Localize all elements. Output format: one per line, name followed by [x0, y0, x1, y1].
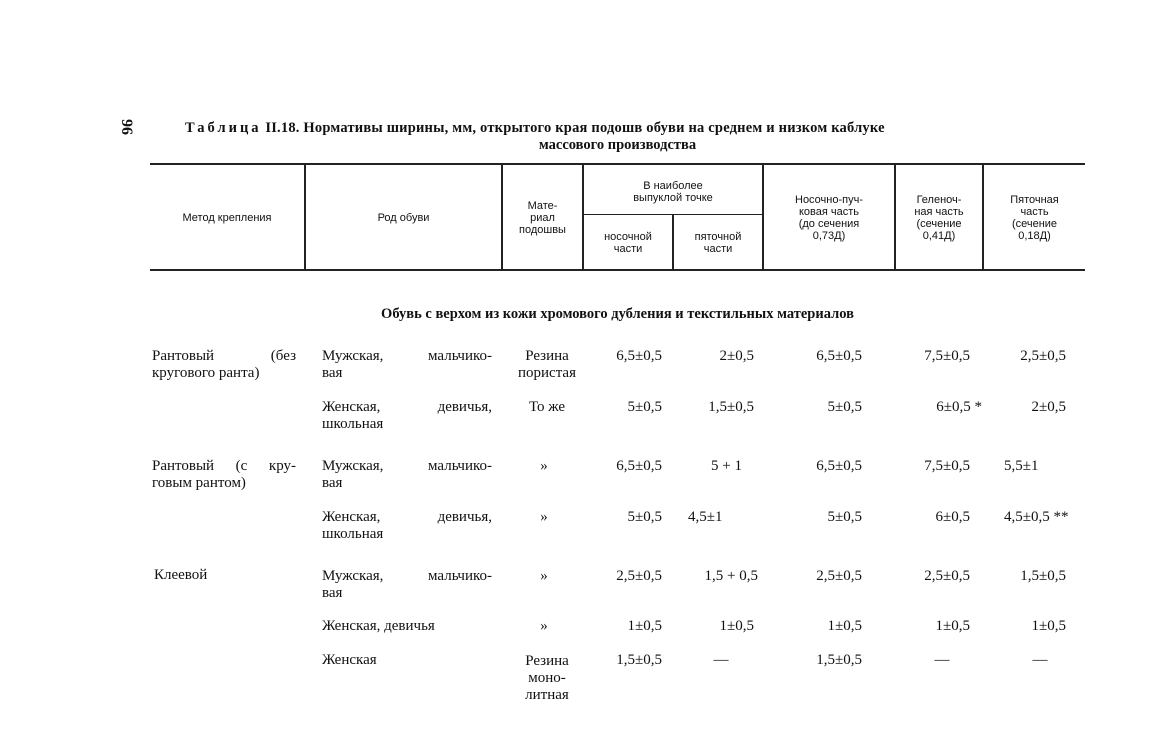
row-5-value: 2,5±0,5 — [616, 568, 662, 584]
row-7-value: 1,5±0,5 — [616, 652, 662, 668]
row-1-value: 2,5±0,5 — [1020, 348, 1066, 364]
row-2-kind — [322, 399, 492, 433]
header-material — [503, 200, 582, 236]
page-number: 96 — [118, 119, 135, 135]
row-4-value: 4,5±1 — [688, 509, 723, 525]
header-convex-toe-line: части — [613, 243, 643, 255]
table-title-label: Таблица — [185, 120, 262, 136]
row-3-material: » — [540, 458, 548, 474]
row-6-material: » — [540, 618, 548, 634]
header-toe-line: 0,73Д) — [812, 230, 846, 242]
row-3-value: 6,5±0,5 — [616, 458, 662, 474]
row-1-material — [512, 348, 582, 382]
row-2-material: То же — [528, 399, 566, 415]
row-7-value: — — [713, 652, 729, 668]
row-3-value: 5,5±1 — [1004, 458, 1039, 474]
kind-line: Мужская, мальчико- — [322, 348, 492, 364]
header-toe-line: Носочно-пуч- — [795, 194, 863, 206]
header-material-line: подошвы — [519, 224, 566, 236]
row-3-kind — [322, 458, 492, 492]
row-4-value: 6±0,5 — [935, 509, 970, 525]
header-waist-line: ная часть — [914, 206, 964, 218]
row-6-kind: Женская, девичья — [322, 618, 435, 634]
method-line: говым рантом) — [152, 475, 246, 491]
header-kind: Род обуви — [377, 212, 430, 224]
row-1-value: 6,5±0,5 — [616, 348, 662, 364]
header-bottom-rule — [150, 269, 1085, 271]
section-title: Обувь с верхом из кожи хромового дубления и текстильных материалов — [381, 306, 854, 322]
header-heel-line: Пяточная — [1010, 194, 1059, 206]
row-7-value: — — [1032, 652, 1048, 668]
header-convex-line: В наиболее — [643, 180, 703, 192]
row-2-value: 5±0,5 — [827, 399, 862, 415]
row-4-value: 5±0,5 — [827, 509, 862, 525]
row-3-method — [152, 458, 296, 492]
header-convex-heel-line: пяточной — [694, 231, 742, 243]
row-1-value: 2±0,5 — [719, 348, 754, 364]
material-line: моно- — [528, 670, 566, 686]
row-4-kind — [322, 509, 492, 543]
kind-line: школьная — [322, 526, 384, 542]
method-line: Рантовый (с кру- — [152, 458, 296, 474]
row-6-value: 1±0,5 — [627, 618, 662, 634]
method-line: Рантовый (без — [152, 348, 296, 364]
row-4-value: 4,5±0,5 ** — [1004, 509, 1069, 525]
header-heel-part — [984, 194, 1085, 242]
header-waist-line: 0,41Д) — [922, 230, 956, 242]
header-waist-line: Геленоч- — [916, 194, 962, 206]
header-toe-part — [764, 194, 894, 242]
row-7-material — [510, 653, 584, 704]
header-method: Метод крепления — [182, 212, 272, 224]
table-title — [185, 120, 885, 137]
row-5-method: Клеевой — [154, 567, 208, 583]
row-2-value: 6±0,5 * — [936, 399, 982, 415]
row-1-method — [152, 348, 296, 382]
row-2-value: 5±0,5 — [627, 399, 662, 415]
table-title-text: II.18. Нормативы ширины, мм, открытого края подошв обуви на среднем и низком каблуке — [261, 120, 885, 136]
row-6-value: 1±0,5 — [935, 618, 970, 634]
row-5-value: 1,5 + 0,5 — [704, 568, 758, 584]
table-title-line2: массового производства — [538, 137, 697, 153]
header-convex-heel — [674, 231, 762, 255]
row-5-kind — [322, 568, 492, 602]
header-convex-line: выпуклой точке — [633, 192, 713, 204]
row-7-kind: Женская — [322, 652, 377, 668]
header-top-rule — [150, 163, 1085, 165]
row-5-value: 2,5±0,5 — [924, 568, 970, 584]
header-waist-line: (сечение — [916, 218, 962, 230]
header-convex-heel-line: части — [703, 243, 733, 255]
row-5-value: 2,5±0,5 — [816, 568, 862, 584]
header-material-line: риал — [530, 212, 555, 224]
material-line: Резина — [525, 348, 569, 364]
material-line: пористая — [517, 365, 576, 381]
row-7-value: — — [934, 652, 950, 668]
kind-line: Женская, девичья, — [322, 509, 492, 525]
kind-line: вая — [322, 585, 343, 601]
row-1-value: 7,5±0,5 — [924, 348, 970, 364]
kind-line: школьная — [322, 416, 384, 432]
row-4-material: » — [540, 509, 548, 525]
kind-line: Женская, девичья, — [322, 399, 492, 415]
method-line: кругового ранта) — [152, 365, 260, 381]
kind-line: вая — [322, 365, 343, 381]
kind-line: Мужская, мальчико- — [322, 458, 492, 474]
row-6-value: 1±0,5 — [827, 618, 862, 634]
row-2-value: 1,5±0,5 — [708, 399, 754, 415]
row-3-value: 5 + 1 — [711, 458, 742, 474]
row-5-material: » — [540, 568, 548, 584]
material-line: Резина — [525, 653, 569, 669]
header-toe-line: (до сечения — [798, 218, 860, 230]
row-1-value: 6,5±0,5 — [816, 348, 862, 364]
row-4-value: 5±0,5 — [627, 509, 662, 525]
header-toe-line: ковая часть — [798, 206, 860, 218]
header-convex-group — [584, 180, 762, 204]
header-material-line: Мате- — [527, 200, 558, 212]
material-line: литная — [525, 687, 569, 703]
header-heel-line: (сечение — [1011, 218, 1058, 230]
row-3-value: 6,5±0,5 — [816, 458, 862, 474]
header-waist-part — [896, 194, 982, 242]
row-2-value: 2±0,5 — [1031, 399, 1066, 415]
header-convex-toe — [584, 231, 672, 255]
row-6-value: 1±0,5 — [1031, 618, 1066, 634]
row-3-value: 7,5±0,5 — [924, 458, 970, 474]
row-1-kind — [322, 348, 492, 382]
row-5-value: 1,5±0,5 — [1020, 568, 1066, 584]
kind-line: Мужская, мальчико- — [322, 568, 492, 584]
kind-line: вая — [322, 475, 343, 491]
row-7-value: 1,5±0,5 — [816, 652, 862, 668]
header-convex-toe-line: носочной — [604, 231, 652, 243]
header-heel-line: 0,18Д) — [1018, 230, 1051, 242]
row-6-value: 1±0,5 — [719, 618, 754, 634]
header-heel-line: часть — [1020, 206, 1049, 218]
